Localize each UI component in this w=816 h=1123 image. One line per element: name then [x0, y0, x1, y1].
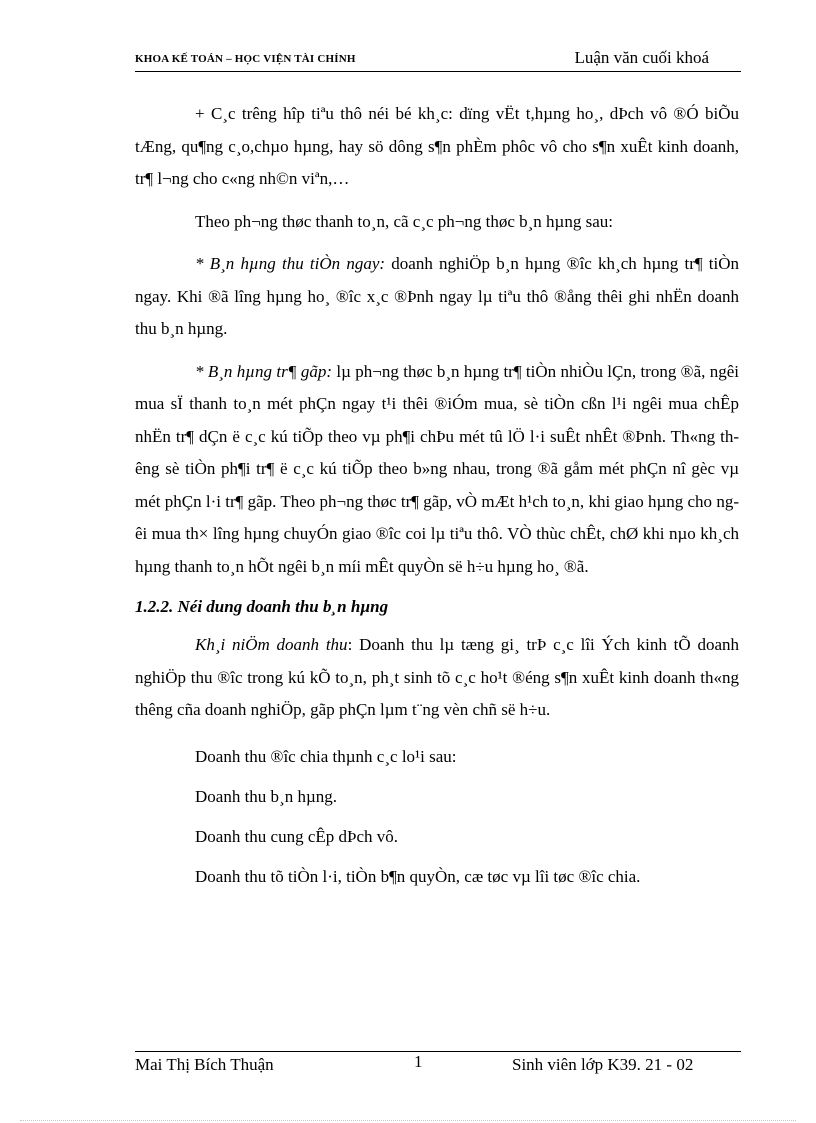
section-heading: 1.2.2. Néi dung doanh thu b¸n hµng — [135, 597, 389, 616]
page-body — [135, 98, 739, 897]
paragraph-internal-consumption: + C¸c trêng hîp tiªu thô néi bé kh¸c: dïng vËt t,hµng ho¸, dÞch vô ®Ó biÕu tÆng, qu¶ng c¸o,chµo hµng, hay sö dông s¶n phÈm phôc vô cho s¶n xuÊt kinh doanh, tr¶ l¬ng cho c«ng nh©n viªn,… — [135, 104, 739, 188]
author-name: Mai Thị Bích Thuận — [135, 1055, 274, 1074]
revenue-concept-label: Kh¸i niÖm doanh thu — [195, 635, 348, 654]
revenue-concept-text: : Doanh thu lµ tæng gi¸ trÞ c¸c lîi Ých kinh tÕ doanh nghiÖp thu ®îc trong kú kÕ to¸n, ph¸t sinh tõ c¸c ho¹t ®éng s¶n xuÊt kinh doanh th«ng thêng cña doanh nghiÖp, gãp phÇn lµm t¨ng vèn chñ së h÷u. — [135, 635, 739, 719]
revenue-type-item: Doanh thu tõ tiÒn l·i, tiÒn b¶n quyÒn, cæ tøc vµ lîi tøc ®îc chia. — [195, 866, 641, 886]
cash-sale-label: * B¸n hµng thu tiÒn ngay: — [195, 254, 386, 273]
paragraph-payment-methods: Theo ph¬ng thøc thanh to¸n, cã c¸c ph¬ng thøc b¸n hµng sau: — [195, 211, 613, 231]
revenue-types — [135, 737, 739, 897]
installment-sale-text: lµ ph¬ng thøc b¸n hµng tr¶ tiÒn nhiÒu lÇn, trong ®ã, ngêi mua sÏ thanh to¸n mét phÇn ngay t¹i thêi ®iÓm mua, sè tiÒn cßn l¹i ngêi mua chÊp nhËn tr¶ dÇn ë c¸c kú tiÕp theo vµ ph¶i chÞu mét tû lÖ l·i suÊt nhÊt ®Þnh. Th«ng thêng sè tiÒn ph¶i tr¶ ë c¸c kú tiÕp theo b»ng nhau, trong ®ã gåm mét phÇn nî gèc vµ mét phÇn l·i tr¶ gãp. Theo ph¬ng thøc tr¶ gãp, vÒ mÆt h¹ch to¸n, khi giao hµng cho ngêi mua th× lîng hµng chuyÓn giao ®îc coi lµ tiªu thô. VÒ thùc chÊt, chØ khi nµo kh¸ch hµng thanh to¸n hÕt ngêi b¸n míi mÊt quyÒn së h÷u hµng ho¸ ®ã. — [135, 361, 739, 576]
revenue-type-item: Doanh thu b¸n hµng. — [195, 786, 338, 806]
revenue-types-intro: Doanh thu ®îc chia thµnh c¸c lo¹i sau: — [195, 746, 457, 766]
header-divider — [135, 71, 741, 72]
paragraph-cash-sale — [135, 248, 739, 346]
faculty-name: KHOA KẾ TOÁN – HỌC VIỆN TÀI CHÍNH — [135, 53, 356, 65]
page-number: 1 — [414, 1052, 423, 1071]
installment-sale-label: * B¸n hµng tr¶ gãp: — [195, 361, 333, 381]
document-type: Luận văn cuối khoá — [574, 48, 709, 67]
cash-sale-text: doanh nghiÖp b¸n hµng ®îc kh¸ch hµng tr¶ tiÒn ngay. Khi ®ã lîng hµng ho¸ ®îc x¸c ®Þnh ngay lµ tiªu thô ®ång thêi ghi nhËn doanh thu b¸n hµng. — [135, 254, 740, 338]
page-edge-dotted-line — [20, 1120, 796, 1121]
paragraph-installment-sale — [135, 356, 739, 584]
class-info: Sinh viên lớp K39. 21 - 02 — [512, 1055, 694, 1074]
footer-divider — [135, 1051, 741, 1052]
revenue-type-item: Doanh thu cung cÊp dÞch vô. — [195, 826, 399, 846]
paragraph-revenue-concept — [135, 629, 739, 727]
